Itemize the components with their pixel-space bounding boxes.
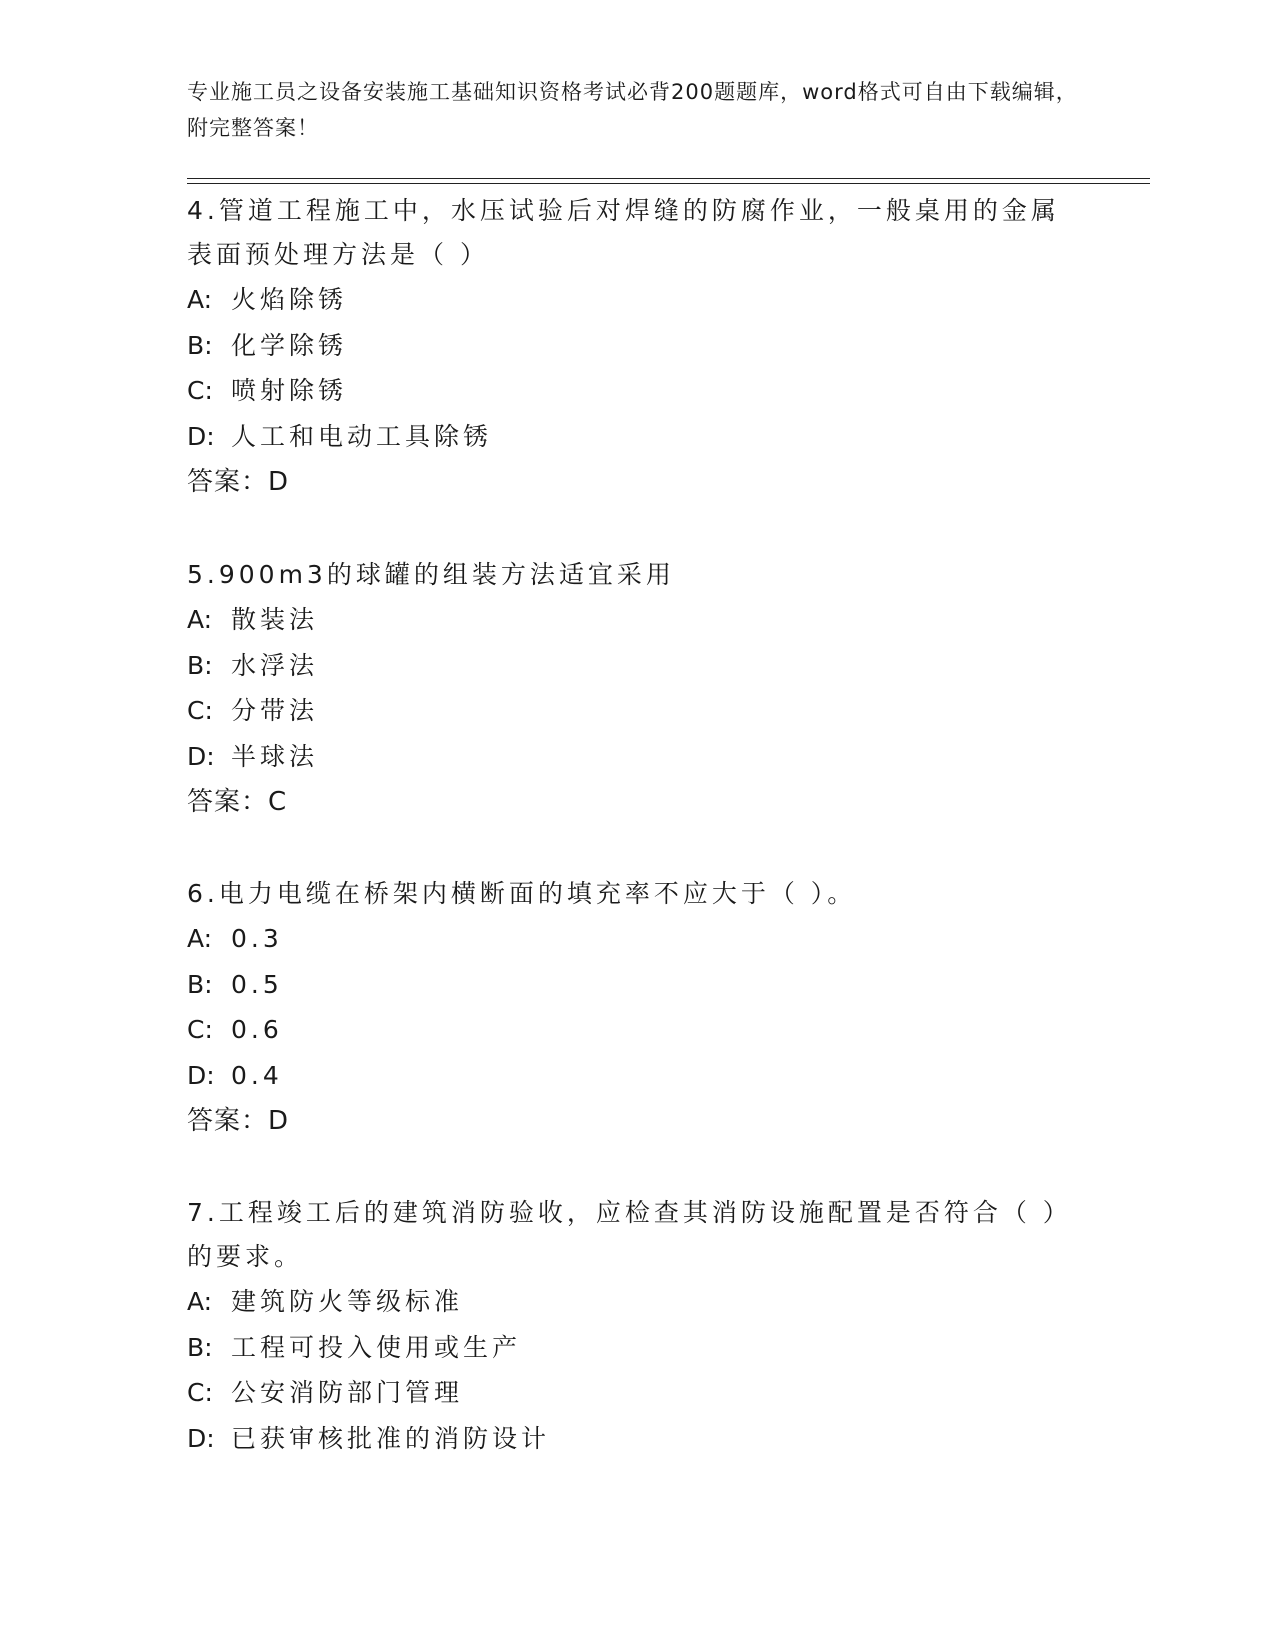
option-c (187, 1370, 1087, 1416)
option-label: C: (187, 376, 213, 405)
option-label: C: (187, 1378, 213, 1407)
question-4 (187, 189, 1087, 505)
option-label: A: (187, 285, 213, 314)
question-5 (187, 553, 1087, 825)
option-b (187, 962, 1087, 1008)
option-label: D: (187, 1060, 215, 1090)
option-b (187, 643, 1087, 689)
option-text: 火焰除锈 (231, 285, 348, 314)
option-d (187, 734, 1087, 780)
option-d (187, 414, 1087, 460)
option-b (187, 323, 1087, 369)
question-7 (187, 1191, 1087, 1461)
option-a (187, 916, 1087, 962)
option-a (187, 1279, 1087, 1325)
option-text: 公安消防部门管理 (231, 1378, 464, 1407)
header-divider-bottom (187, 183, 1150, 184)
option-text: 人工和电动工具除锈 (231, 421, 493, 451)
option-text: 散装法 (231, 605, 319, 634)
option-a (187, 597, 1087, 643)
option-d (187, 1053, 1087, 1099)
option-a (187, 277, 1087, 323)
option-label: D: (187, 421, 215, 451)
question-text: 5.900m3的球罐的组装方法适宜采用 (187, 560, 675, 589)
option-d (187, 1416, 1087, 1462)
option-c (187, 1007, 1087, 1053)
option-text: 喷射除锈 (231, 376, 348, 405)
document-header: 专业施工员之设备安装施工基础知识资格考试必背200题题库，word格式可自由下载编辑，附完整答案！ (187, 80, 1078, 140)
question-text: 6.电力电缆在桥架内横断面的填充率不应大于（ ）。 (187, 879, 857, 908)
option-label: C: (187, 1015, 213, 1044)
option-label: D: (187, 741, 215, 771)
option-c (187, 688, 1087, 734)
question-text: 7.工程竣工后的建筑消防验收，应检查其消防设施配置是否符合（ ）的要求。 (187, 1198, 1072, 1271)
option-text: 0.5 (231, 969, 283, 999)
option-text: 0.6 (231, 1015, 283, 1044)
option-c (187, 368, 1087, 414)
option-text: 化学除锈 (231, 330, 348, 360)
option-text: 分带法 (231, 696, 319, 725)
option-label: A: (187, 605, 213, 634)
answer-line: 答案：C (187, 787, 288, 817)
answer-line: 答案：D (187, 467, 290, 497)
option-text: 建筑防火等级标准 (231, 1287, 464, 1316)
option-text: 0.3 (231, 924, 283, 953)
option-label: B: (187, 969, 213, 999)
option-text: 工程可投入使用或生产 (231, 1332, 522, 1362)
option-text: 水浮法 (231, 650, 319, 680)
option-text: 半球法 (231, 741, 319, 771)
header-divider-top (187, 178, 1150, 179)
option-label: B: (187, 1332, 213, 1362)
option-text: 0.4 (231, 1060, 283, 1090)
question-6 (187, 872, 1087, 1144)
question-text: 4.管道工程施工中，水压试验后对焊缝的防腐作业，一般桌用的金属表面预处理方法是（ ） (187, 196, 1060, 269)
option-label: C: (187, 696, 213, 725)
option-text: 已获审核批准的消防设计 (231, 1423, 551, 1453)
option-b (187, 1325, 1087, 1371)
option-label: A: (187, 1287, 213, 1316)
option-label: B: (187, 330, 213, 360)
option-label: D: (187, 1423, 215, 1453)
answer-line: 答案：D (187, 1106, 290, 1136)
option-label: B: (187, 650, 213, 680)
option-label: A: (187, 924, 213, 953)
